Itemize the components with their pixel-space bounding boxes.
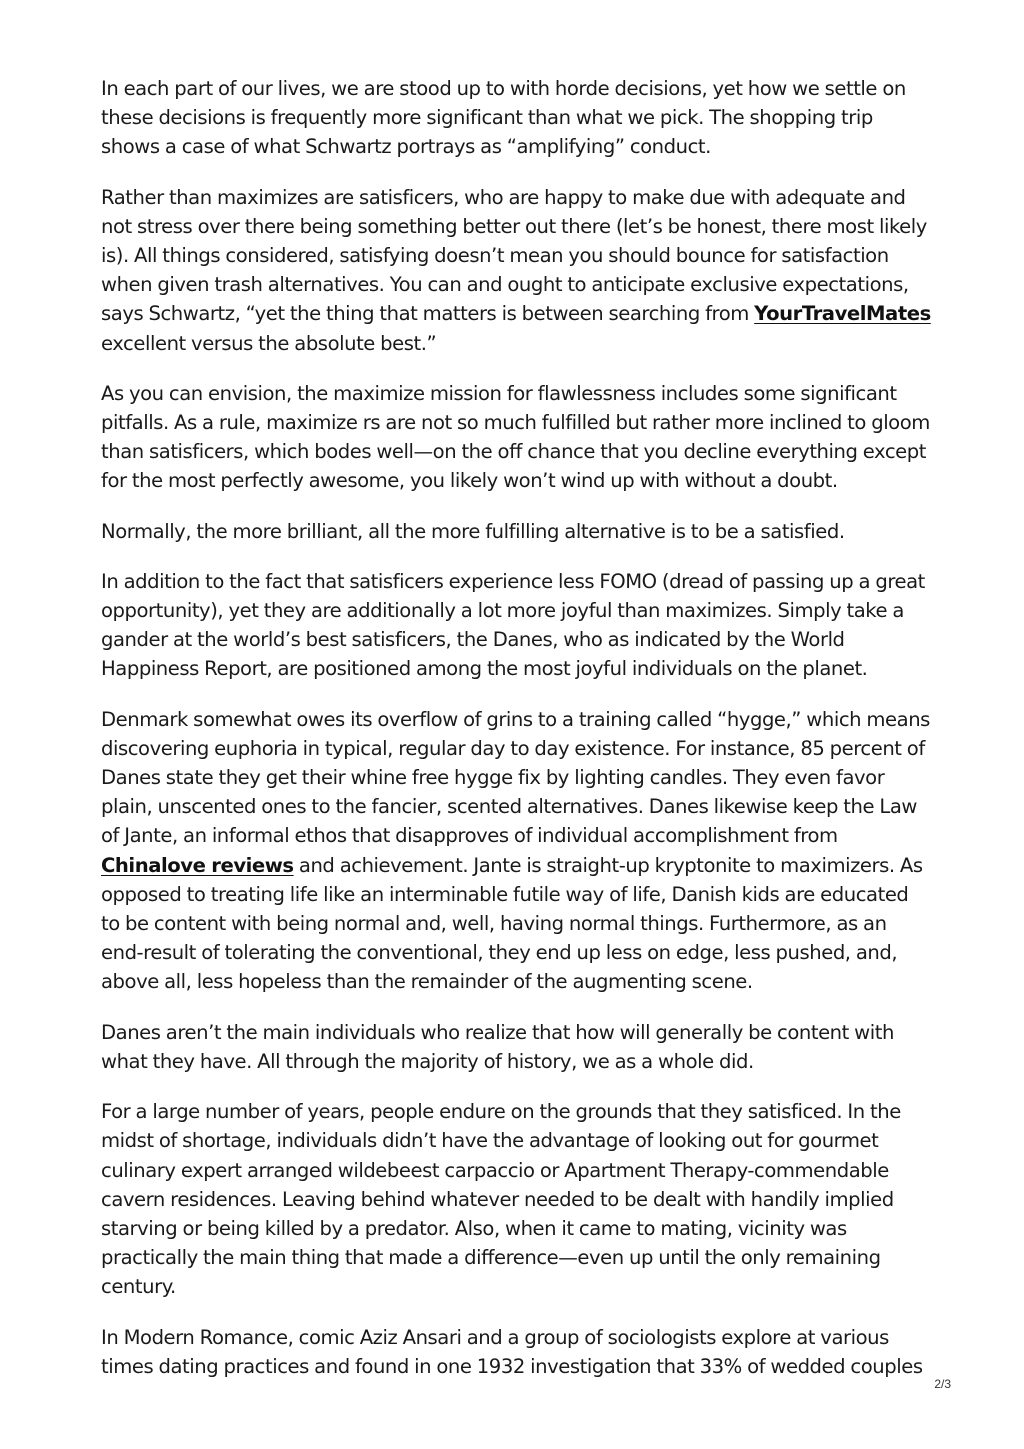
paragraph-9: In Modern Romance, comic Aziz Ansari and a group of sociologists explore at various times dating practices and found in one 1932 investigation that 33% of wedded couples [101,1325,923,1378]
paragraph-2-text-after: excellent versus the absolute best.” [101,331,437,355]
paragraph-3: As you can envision, the maximize mission for flawlessness includes some significant pitfalls. As a rule, maximize rs are not so much fulfilled but rather more inclined to gloom than satisficers, which bodes well—on the off chance that you decline everything except for the most perfectly awesome, you likely won’t wind up with without a doubt. [101,381,930,493]
paragraph-8: For a large number of years, people endure on the grounds that they satisficed. In the midst of shortage, individuals didn’t have the advantage of looking out for gourmet culinary expert arranged wildebeest carpaccio or Apartment Therapy-commendable cavern residences. Leaving behind whatever needed to be dealt with handily implied starving or being killed by a predator. Also, when it came to mating, vicinity was practically the main thing that made a difference—even up until the only remaining century. [101,1100,901,1299]
paragraph-4: Normally, the more brilliant, all the more fulfilling alternative is to be a satisfied. [101,519,845,543]
paragraph-6 [101,705,931,997]
paragraph-7: Danes aren’t the main individuals who realize that how will generally be content with what they have. All through the majority of history, we as a whole did. [101,1020,894,1073]
paragraph-2-text-before: Rather than maximizes are satisficers, who are happy to make due with adequate and not stress over there being something better out there (let’s be honest, there most likely is). All things considered, satisfying doesn’t mean you should bounce for satisfaction when given trash alternatives. You can and ought to anticipate exclusive expectations, says Schwartz, “yet the thing that matters is between searching from [101,185,927,326]
paragraph-5: In addition to the fact that satisficers experience less FOMO (dread of passing up a great opportunity), yet they are additionally a lot more joyful than maximizes. Simply take a gander at the world’s best satisficers, the Danes, who as indicated by the World Happiness Report, are positioned among the most joyful individuals on the planet. [101,569,925,681]
article-body [101,74,931,1402]
paragraph-6-text-after: and achievement. Jante is straight-up kryptonite to maximizers. As opposed to treating life like an interminable futile way of life, Danish kids are educated to be content with being normal and, well, having normal things. Furthermore, as an end-result of tolerating the conventional, they end up less on edge, less pushed, and, above all, less hopeless than the remainder of the augmenting scene. [101,853,923,994]
paragraph-2 [101,183,931,358]
chinalove-reviews-link[interactable]: Chinalove reviews [101,853,294,877]
paragraph-6-text-before: Denmark somewhat owes its overflow of grins to a training called “hygge,” which means discovering euphoria in typical, regular day to day existence. For instance, 85 percent of Danes state they get their whine free hygge fix by lighting candles. They even favor plain, unscented ones to the fancier, scented alternatives. Danes likewise keep the Law of Jante, an informal ethos that disapproves of individual accomplishment from [101,707,930,848]
page-number: 2/3 [934,1377,951,1391]
yourtravelmates-link[interactable]: YourTravelMates [754,302,931,326]
paragraph-1: In each part of our lives, we are stood up to with horde decisions, yet how we settle on these decisions is frequently more significant than what we pick. The shopping trip shows a case of what Schwartz portrays as “amplifying” conduct. [101,77,906,159]
